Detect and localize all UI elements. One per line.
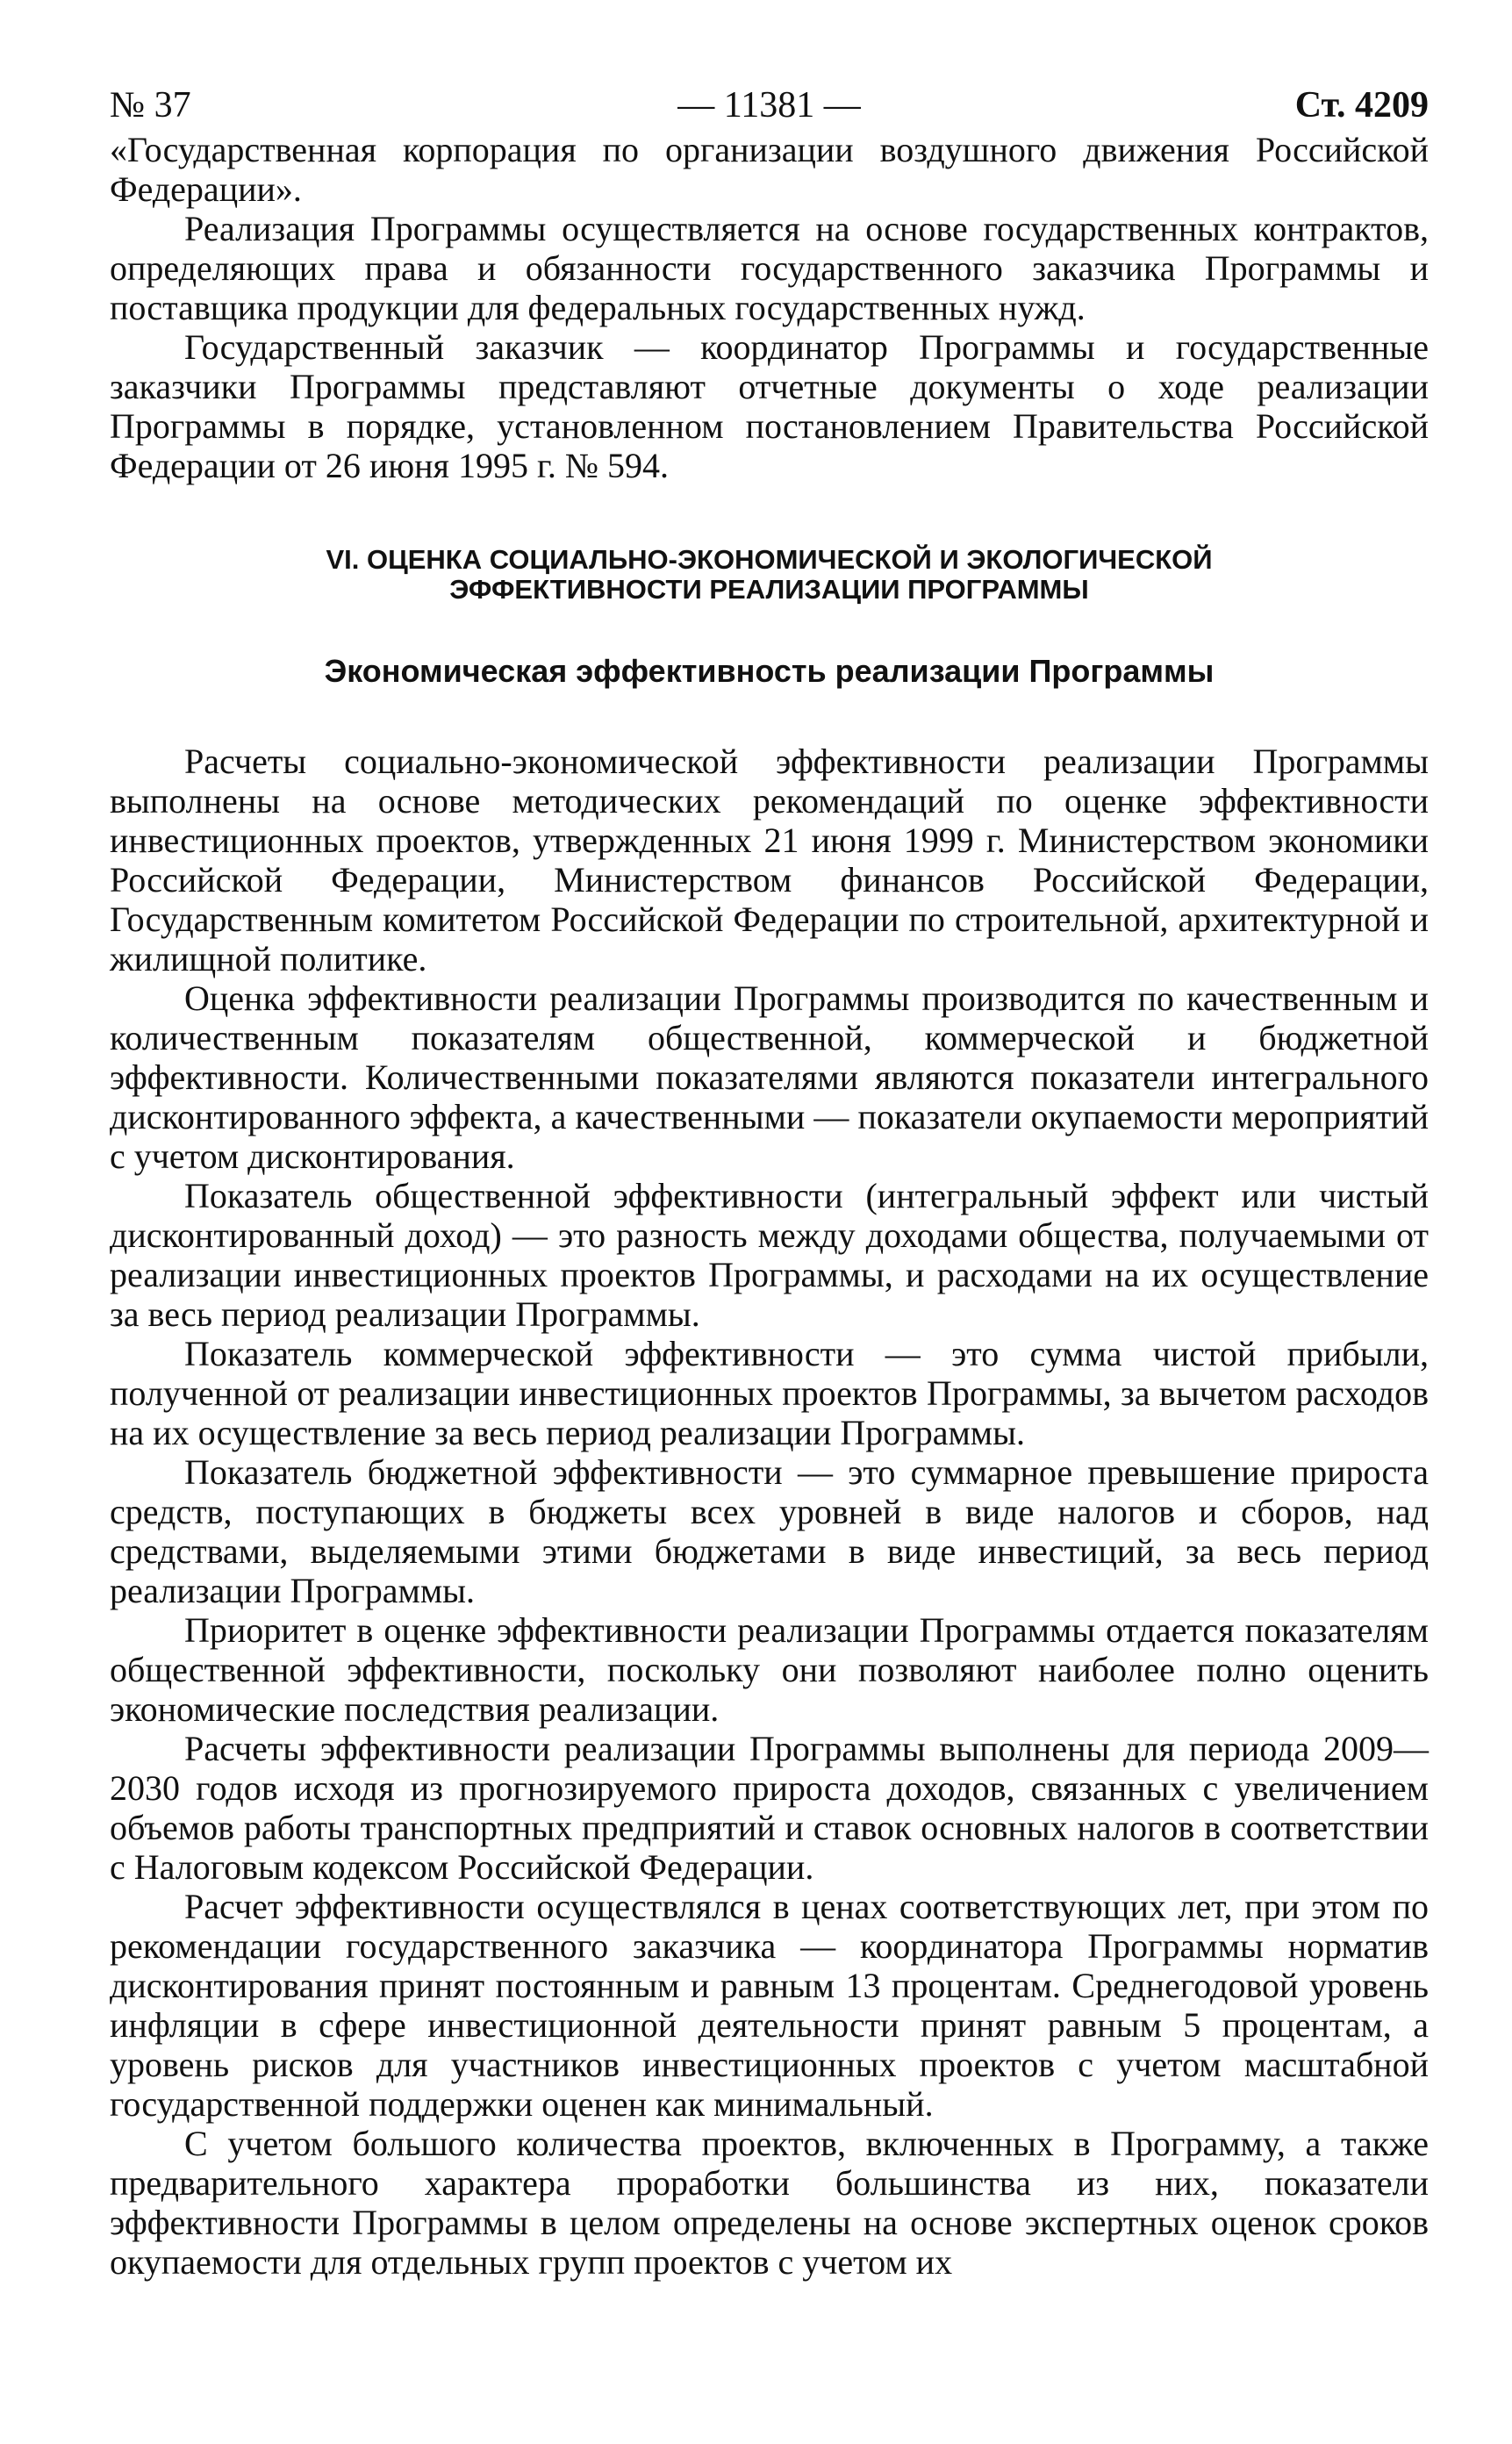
paragraph: Расчет эффективности осуществлялся в ценах соответствующих лет, при этом по рекомендации государственного заказчика — координатора Программы норматив дисконтирования принят постоянным и равным 13 процентам. Среднегодовой уровень инфляции в сфере инвестиционной деятельности принят равным 5 процентам, а уровень рисков для участников инвестиционных проектов с учетом масштабной государственной поддержки оценен как минимальный. [110, 1887, 1429, 2124]
paragraph: Оценка эффективности реализации Программы производится по качественным и количественным показателям общественной, коммерческой и бюджетной эффективности. Количественными показателями являются показатели интегрального дисконтированного эффекта, а качественными — показатели окупаемости мероприятий с учетом дисконтирования. [110, 978, 1429, 1176]
section-title-line: VI. ОЦЕНКА СОЦИАЛЬНО-ЭКОНОМИЧЕСКОЙ И ЭКОЛОГИЧЕСКОЙ [326, 544, 1213, 575]
article-number: Ст. 4209 [1294, 85, 1429, 125]
paragraph: Реализация Программы осуществляется на основе государственных контрактов, определяющих права и обязанности государственного заказчика Программы и поставщика продукции для федеральных государственных нужд. [110, 209, 1429, 327]
paragraph: С учетом большого количества проектов, включенных в Программу, а также предварительного характера проработки большинства из них, показатели эффективности Программы в целом определены на основе экспертных оценок сроков окупаемости для отдельных групп проектов с учетом их [110, 2124, 1429, 2282]
issue-number: № 37 [110, 85, 191, 125]
page-number: — 11381 — [677, 85, 861, 125]
paragraph: Показатель коммерческой эффективности — это сумма чистой прибыли, полученной от реализации инвестиционных проектов Программы, за вычетом расходов на их осуществление за весь период реализации Программы. [110, 1334, 1429, 1452]
paragraph: Приоритет в оценке эффективности реализации Программы отдается показателям общественной эффективности, поскольку они позволяют наиболее полно оценить экономические последствия реализации. [110, 1610, 1429, 1729]
page-header [110, 81, 1429, 130]
paragraph: Расчеты эффективности реализации Программы выполнены для периода 2009—2030 годов исходя из прогнозируемого прироста доходов, связанных с увеличением объемов работы транспортных предприятий и ставок основных налогов в соответствии с Налоговым кодексом Российской Федерации. [110, 1729, 1429, 1887]
paragraph: «Государственная корпорация по организации воздушного движения Российской Федерации». [110, 130, 1429, 209]
paragraph: Расчеты социально-экономической эффективности реализации Программы выполнены на основе методических рекомендаций по оценке эффективности инвестиционных проектов, утвержденных 21 июня 1999 г. Министерством экономики Российской Федерации, Министерством финансов Российской Федерации, Государственным комитетом Российской Федерации по строительной, архитектурной и жилищной политике. [110, 742, 1429, 978]
paragraph: Показатель бюджетной эффективности — это суммарное превышение прироста средств, поступающих в бюджеты всех уровней в виде налогов и сборов, над средствами, выделяемыми этими бюджетами в виде инвестиций, за весь период реализации Программы. [110, 1452, 1429, 1610]
subsection-title: Экономическая эффективность реализации Программы [324, 653, 1215, 689]
paragraph: Показатель общественной эффективности (интегральный эффект или чистый дисконтированный доход) — это разность между доходами общества, получаемыми от реализации инвестиционных проектов Программы, и расходами на их осуществление за весь период реализации Программы. [110, 1176, 1429, 1334]
section-title [110, 545, 1429, 605]
section-title-line: ЭФФЕКТИВНОСТИ РЕАЛИЗАЦИИ ПРОГРАММЫ [449, 574, 1089, 605]
paragraph: Государственный заказчик — координатор Программы и государственные заказчики Программы представляют отчетные документы о ходе реализации Программы в порядке, установленном постановлением Правительства Российской Федерации от 26 июня 1995 г. № 594. [110, 327, 1429, 485]
